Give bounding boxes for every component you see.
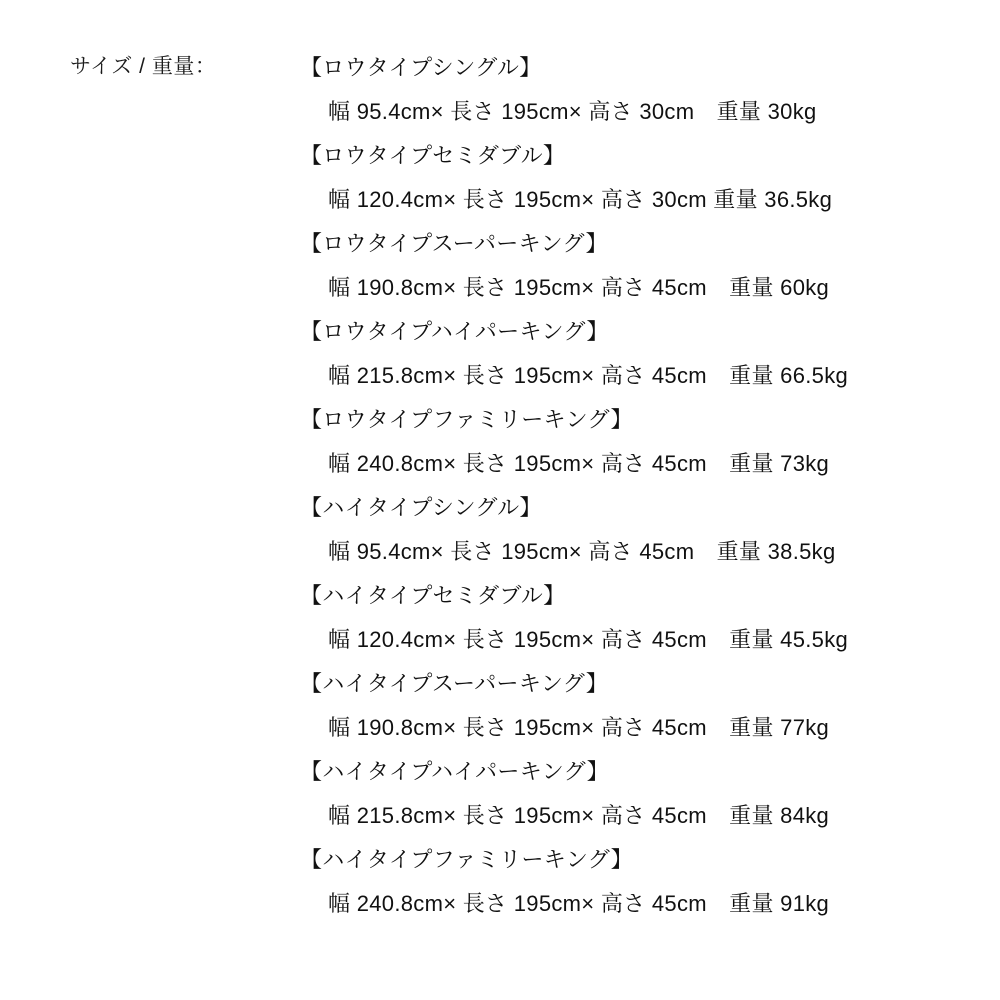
variant-dimensions: 幅 120.4cm× 長さ 195cm× 高さ 45cm 重量 45.5kg [328, 627, 849, 652]
size-weight-row [70, 46, 960, 926]
variant-dimensions: 幅 95.4cm× 長さ 195cm× 高さ 45cm 重量 38.5kg [328, 539, 836, 564]
variant-block [300, 310, 960, 398]
size-weight-values [300, 46, 960, 926]
variant-name: 【ロウタイプシングル】 [300, 55, 542, 80]
variant-name: 【ロウタイプセミダブル】 [300, 143, 566, 168]
variant-dimensions: 幅 190.8cm× 長さ 195cm× 高さ 45cm 重量 77kg [328, 715, 830, 740]
variant-block [300, 662, 960, 750]
variant-dimensions: 幅 215.8cm× 長さ 195cm× 高さ 45cm 重量 84kg [328, 803, 830, 828]
variant-name: 【ロウタイプファミリーキング】 [300, 407, 633, 432]
variant-block [300, 574, 960, 662]
variant-dimensions: 幅 215.8cm× 長さ 195cm× 高さ 45cm 重量 66.5kg [328, 363, 849, 388]
variant-name: 【ハイタイプファミリーキング】 [300, 847, 633, 872]
variant-dimensions: 幅 240.8cm× 長さ 195cm× 高さ 45cm 重量 91kg [328, 891, 830, 916]
variant-name: 【ハイタイプハイパーキング】 [300, 759, 609, 784]
variant-name: 【ロウタイプスーパーキング】 [300, 231, 608, 256]
variant-block [300, 398, 960, 486]
variant-dimensions: 幅 95.4cm× 長さ 195cm× 高さ 30cm 重量 30kg [328, 99, 817, 124]
variant-block [300, 46, 960, 134]
variant-dimensions: 幅 190.8cm× 長さ 195cm× 高さ 45cm 重量 60kg [328, 275, 830, 300]
variant-block [300, 838, 960, 926]
size-weight-label: サイズ / 重量： [70, 55, 217, 78]
variant-block [300, 486, 960, 574]
variant-block [300, 222, 960, 310]
variant-name: 【ハイタイプセミダブル】 [300, 583, 566, 608]
variant-dimensions: 幅 120.4cm× 長さ 195cm× 高さ 30cm 重量 36.5kg [328, 187, 833, 212]
variant-dimensions: 幅 240.8cm× 長さ 195cm× 高さ 45cm 重量 73kg [328, 451, 830, 476]
variant-block [300, 134, 960, 222]
variant-name: 【ロウタイプハイパーキング】 [300, 319, 609, 344]
variant-name: 【ハイタイプスーパーキング】 [300, 671, 609, 696]
variant-block [300, 750, 960, 838]
variant-name: 【ハイタイプシングル】 [300, 495, 542, 520]
